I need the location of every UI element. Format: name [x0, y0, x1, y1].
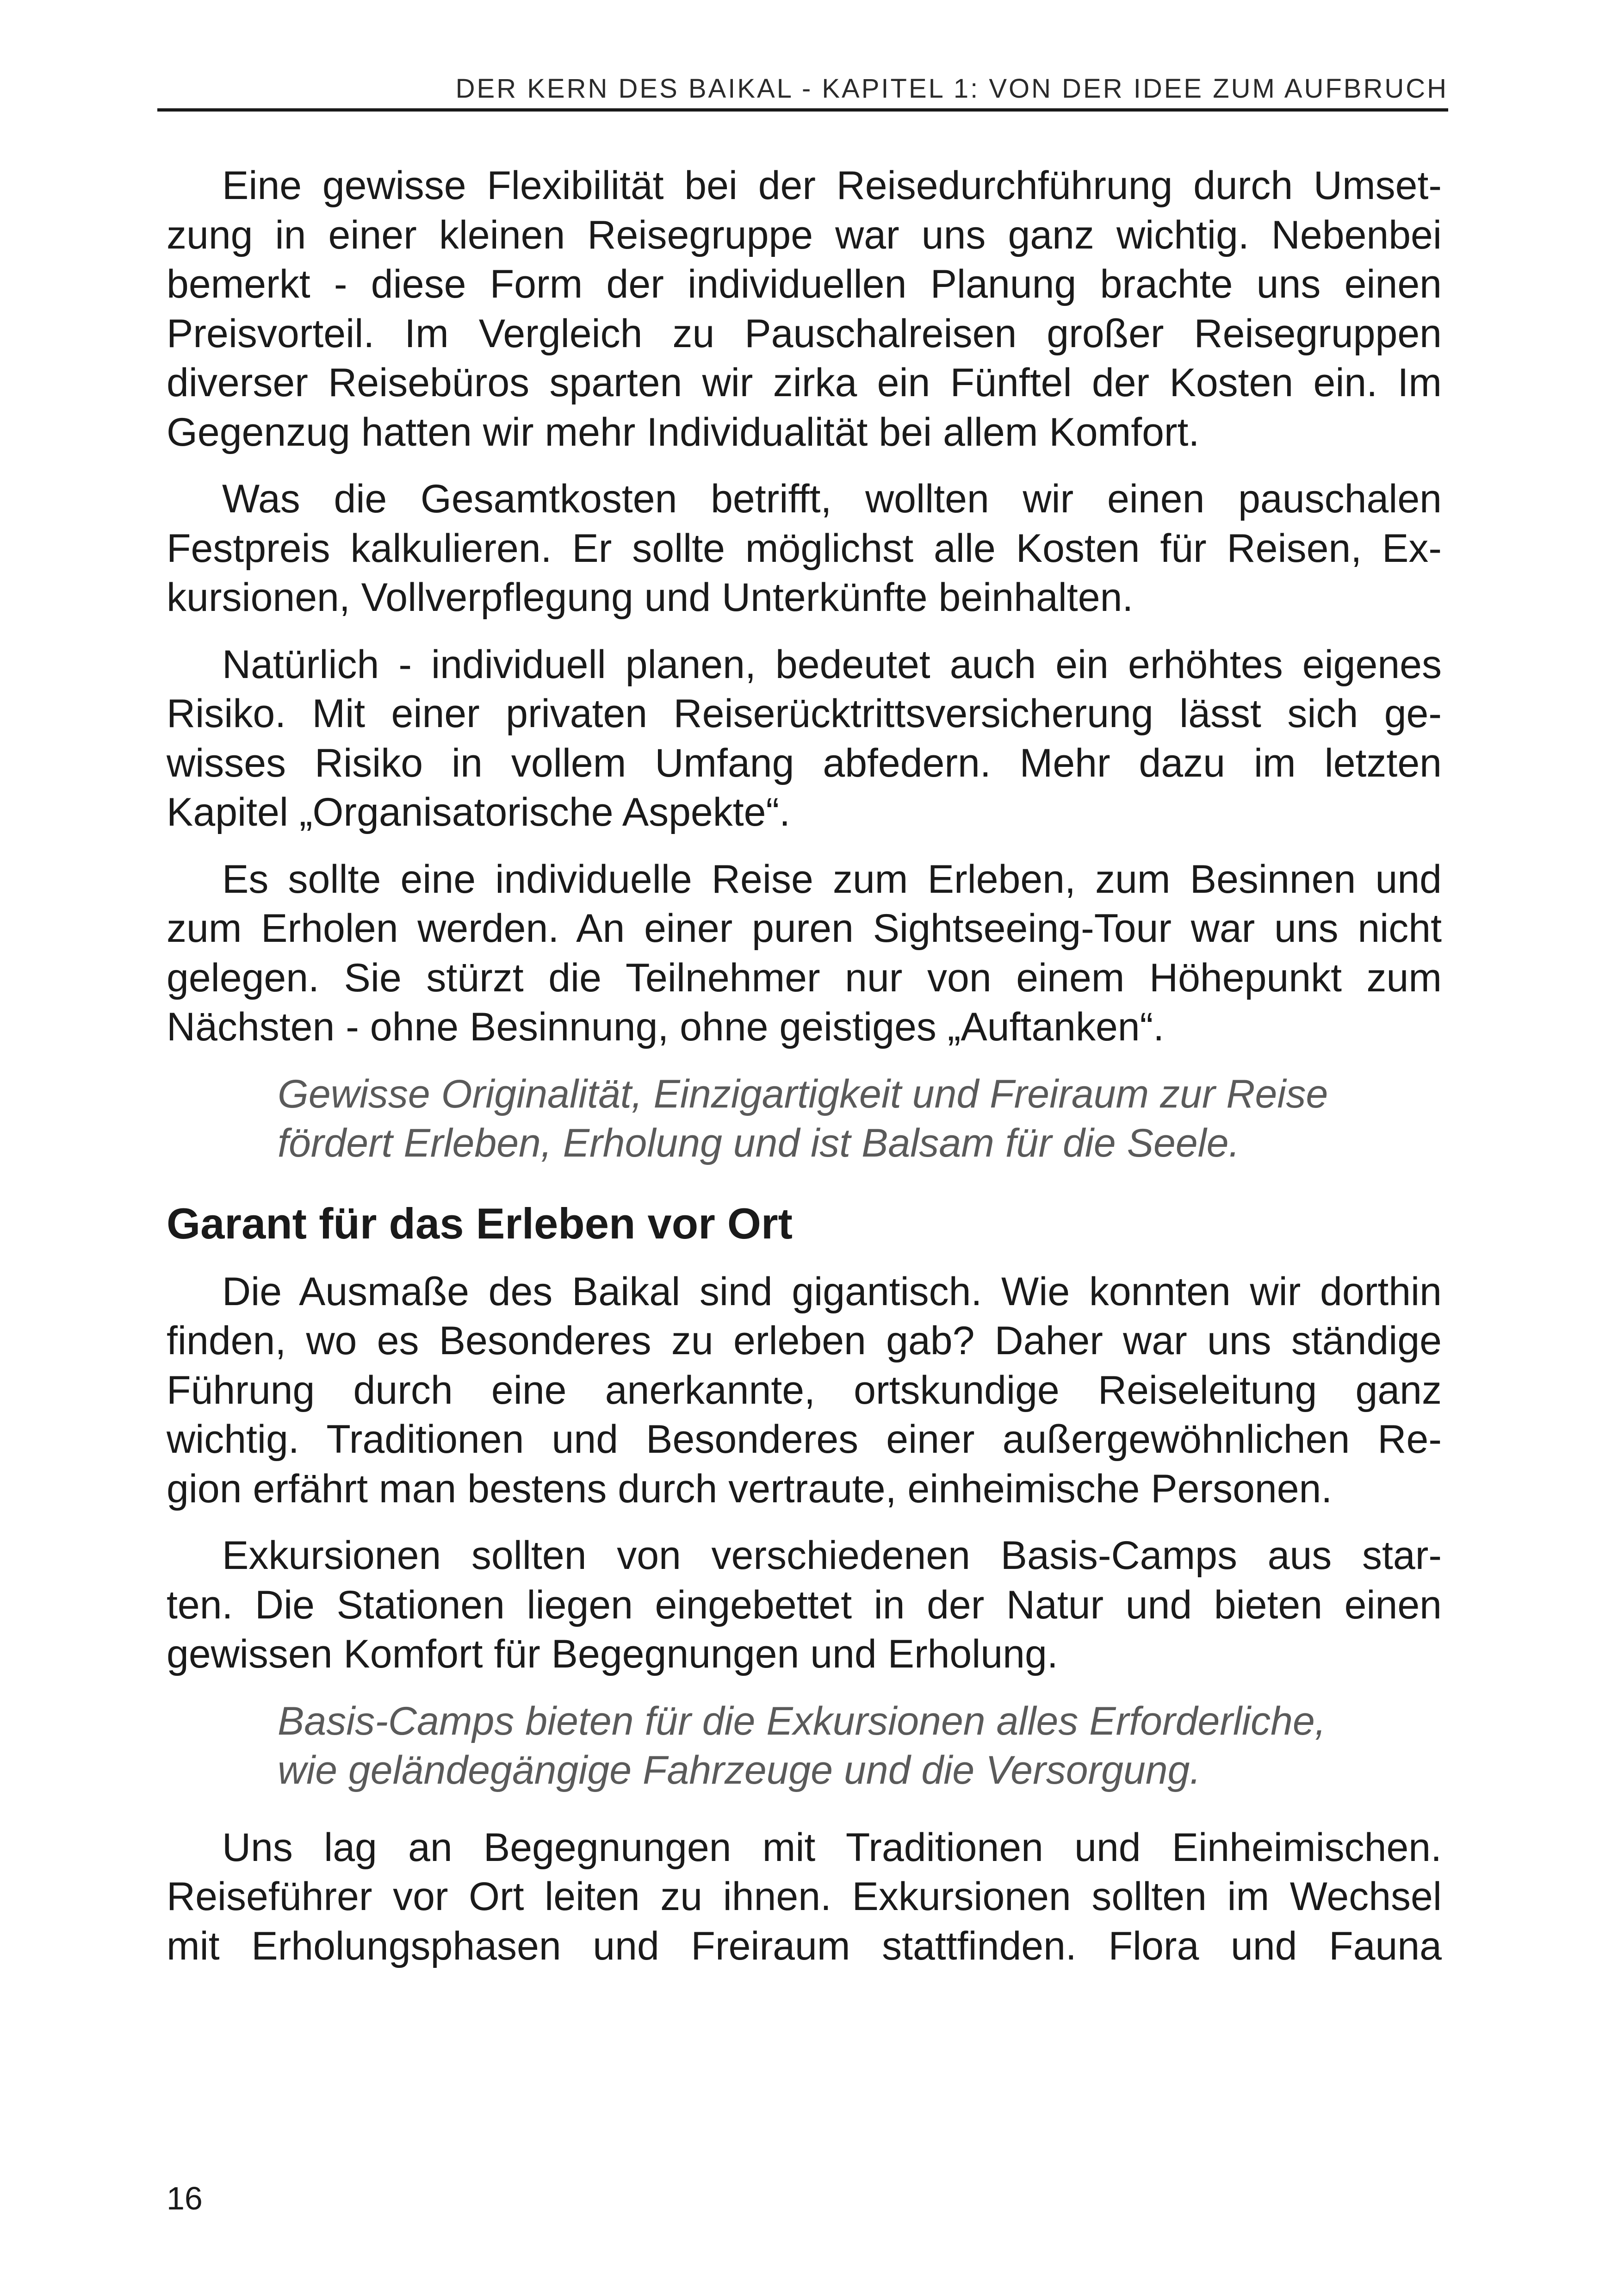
text-line: Was die Gesamtkosten betrifft, wollten wir einen pauschalen: [222, 477, 1442, 521]
paragraph: [167, 1531, 1442, 1679]
text-line: Uns lag an Begegnungen mit Traditionen und Einheimischen.: [222, 1825, 1442, 1870]
header-rule: [157, 108, 1448, 112]
section-heading: Garant für das Erleben vor Ort: [167, 1199, 793, 1248]
text-line: Festpreis kalkulieren. Er sollte möglichst alle Kosten für Reisen, Ex-: [167, 526, 1442, 571]
paragraph: [167, 1823, 1442, 1971]
paragraphs-middle: [167, 1267, 1442, 1679]
text-line: Risiko. Mit einer privaten Reiserücktrittsversicherung lässt sich ge-: [167, 691, 1442, 736]
text-line: diverser Reisebüros sparten wir zirka ein Fünftel der Kosten ein. Im: [167, 361, 1442, 405]
quote-line: wie geländegängige Fahrzeuge und die Versorgung.: [278, 1748, 1201, 1792]
paragraphs-top: [167, 161, 1442, 1052]
text-line: wichtig. Traditionen und Besonderes einer außergewöhnlichen Re-: [167, 1417, 1442, 1462]
paragraph: [167, 161, 1442, 457]
text-line: kursionen, Vollverpflegung und Unterkünfte beinhalten.: [167, 575, 1134, 620]
page-body: [167, 161, 1442, 1988]
text-line: Führung durch eine anerkannte, ortskundige Reiseleitung ganz: [167, 1368, 1442, 1412]
paragraph: [167, 474, 1442, 622]
text-line: ten. Die Stationen liegen eingebettet in der Natur und bieten einen: [167, 1582, 1442, 1627]
text-line: Kapitel „Organisatorische Aspekte“.: [167, 790, 790, 834]
text-line: wisses Risiko in vollem Umfang abfedern. Mehr dazu im letzten: [167, 740, 1442, 785]
page-number: 16: [167, 2180, 203, 2216]
text-line: zum Erholen werden. An einer puren Sightseeing-Tour war uns nicht: [167, 906, 1442, 951]
text-line: Reiseführer vor Ort leiten zu ihnen. Exkursionen sollten im Wechsel: [167, 1874, 1442, 1919]
text-line: zung in einer kleinen Reisegruppe war uns ganz wichtig. Nebenbei: [167, 212, 1442, 257]
pull-quote: [167, 1070, 1442, 1168]
paragraph: [167, 1267, 1442, 1514]
text-line: Eine gewisse Flexibilität bei der Reisedurchführung durch Umset-: [222, 163, 1442, 208]
text-line: Exkursionen sollten von verschiedenen Basis-Camps aus star-: [222, 1533, 1442, 1578]
text-line: Gegenzug hatten wir mehr Individualität bei allem Komfort.: [167, 410, 1200, 454]
quote-line: Gewisse Originalität, Einzigartigkeit und Freiraum zur Reise: [278, 1071, 1328, 1116]
text-line: Nächsten - ohne Besinnung, ohne geistiges „Auftanken“.: [167, 1005, 1165, 1049]
text-line: Natürlich - individuell planen, bedeutet auch ein erhöhtes eigenes: [222, 642, 1442, 687]
paragraph: [167, 855, 1442, 1052]
text-line: gewissen Komfort für Begegnungen und Erholung.: [167, 1632, 1058, 1676]
running-header: DER KERN DES BAIKAL - KAPITEL 1: VON DER IDEE ZUM AUFBRUCH: [455, 74, 1448, 104]
quote-line: Basis-Camps bieten für die Exkursionen alles Erforderliche,: [278, 1699, 1326, 1743]
quote-line: fördert Erleben, Erholung und ist Balsam für die Seele.: [278, 1121, 1240, 1165]
text-line: mit Erholungsphasen und Freiraum stattfinden. Flora und Fauna: [167, 1923, 1442, 1968]
text-line: Es sollte eine individuelle Reise zum Erleben, zum Besinnen und: [222, 857, 1442, 902]
text-line: bemerkt - diese Form der individuellen Planung brachte uns einen: [167, 262, 1442, 306]
text-line: gelegen. Sie stürzt die Teilnehmer nur von einem Höhepunkt zum: [167, 955, 1442, 1000]
paragraphs-bottom: [167, 1823, 1442, 1971]
paragraph: [167, 640, 1442, 837]
text-line: Die Ausmaße des Baikal sind gigantisch. Wie konnten wir dorthin: [222, 1269, 1442, 1314]
text-line: finden, wo es Besonderes zu erleben gab? Daher war uns ständige: [167, 1319, 1442, 1363]
text-line: Preisvorteil. Im Vergleich zu Pauschalreisen großer Reisegruppen: [167, 311, 1442, 356]
text-line: gion erfährt man bestens durch vertraute, einheimische Personen.: [167, 1466, 1333, 1511]
pull-quote: [167, 1697, 1442, 1795]
